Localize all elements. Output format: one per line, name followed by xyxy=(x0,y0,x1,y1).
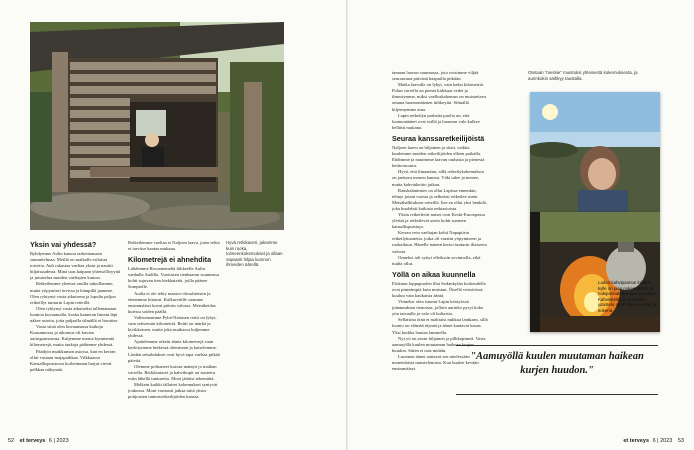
body-paragraph: Sellaisina öinä ei malttaisi nukkua lainkaan, sillä luonto on elämää täynnä ja äänet kantavat kauas. Yksi kuikka huutaa lammella. xyxy=(392,317,488,335)
body-paragraph: Elokuun loppupuolen illat Sodankylän korkeudella ovat pimeämpiä kuin muistan. Öisellä vesistöissä kuuluu vain kaukaisia ääniä. xyxy=(392,280,486,298)
left-column-1 xyxy=(30,240,122,436)
body-paragraph: Vasta siinä olen kuvaamassa kaihoja Kuusamossa ja aikomus oli kuvata auringonnousua. Kuljemme monia kymmeniä kilometrejä, mutta taukoja pidämme yhdessä. xyxy=(30,324,115,348)
body-paragraph: Melkein kaikki tällaiset kokemukset syntyvät joukossa. Moni varmasti jatkaa niitä yksin pohjoisten tunturiretkeilijöiden kanssa. xyxy=(128,381,218,400)
selfie-photo xyxy=(530,92,660,212)
section-heading: Yöllä on aikaa kuunnella xyxy=(392,269,476,279)
body-paragraph: tamaan laavun suunnassa, jota voisimme viljää seuraavana päivänä haapuilla pitkään. xyxy=(392,70,479,82)
body-paragraph: Audia ei ole tehty maasto-olosuhteisiin ja etenemme hitaasti. Kulkureitille saamme ensimmäiset kuvat päivän valossa. Metsäkeidas kuivuu soiden päällä. xyxy=(128,290,216,314)
body-paragraph: Olen ryhtynyt vasta aikuiseksi tallentamaan luontoa kuvaamalla, koska kameran linssin läpi näkee asioita, joita paljaalla silmällä ei havaitse. xyxy=(30,305,119,324)
photo-caption: Hyvä retkikaveri, jakamme kuin ruoka, toimeenkokemukset ja ollaan vapaasti hiljaa luonnon ihmeiden äärellä. xyxy=(226,240,283,268)
body-paragraph: Lapin retkeilyn parhaita puolia on, että luonnonäänet ovat esillä ja luonnon valo kulkee hellästi mukana. xyxy=(392,112,480,130)
left-column-2 xyxy=(128,240,220,436)
body-paragraph: Valitsemamme Pyhä-Nattasen reitti on lyhyt, vain seitsemän kilometriä. Reitti on märkä ja kivikkoinen, mutta joka mutkassa kuljemme yhdessä. xyxy=(128,314,217,339)
body-paragraph: Hyvä, että ilmaantuu, sillä retkeilykokemuksia on jaettava monen kanssa. Väki tulee ja menee, mutta kahvinkeitto jatkuu. xyxy=(392,169,484,187)
body-paragraph: Ryhdymme Aulin kanssa tarkentamaan suunnitelmaa. Meillä on matkalle erilaisia toiveita. Auli rakastaa vaeltaa yksin ja nauttii hiljaisuudesta. Minä taas kaipaan yhteisöllisyyttä ja jutustelua muiden vaeltajien kanssa. xyxy=(30,251,121,281)
body-paragraph: Ajattelemme oikein ahnia kilometrejä vaan keskityimme hetkessä olemiseen ja katselemme. Lindän seisahdukset ovat hyvä tapa vaeltaa pitkää päivää. xyxy=(128,339,220,363)
page-number: 53 xyxy=(677,438,684,444)
body-paragraph: Olemme polttaneet kuivaa mäntyä jo matkan varrella. Retkilautaset ja kahvikupit on nostettu esiin lähellä tuntureita. Moni jättäisi tekemättä. xyxy=(128,363,217,381)
campfire-photo xyxy=(530,212,660,332)
page-gutter xyxy=(346,0,348,450)
body-paragraph: Retkeilemme vaeltaa ei Naljoen laavu, joten teltta ei tarvitse kantaa mukana. xyxy=(128,240,220,252)
body-paragraph: Viimeksi olen istunut Lapin kesäyössä juhannuksen tienoissa, jolloin aurinko pysyi koko yön taivaalla ja valo oli kultaista. xyxy=(392,299,484,317)
pull-quote: "Aamuyöllä kuulen muutaman haikean kurjen huudon." xyxy=(456,345,658,395)
issue-number: 6 | 2023 xyxy=(48,438,69,444)
photo-caption: Otetaan "meitsie" muistoksi yhteisestä kokemuksesta, ja aurinkokin säihkyy taustalla. xyxy=(528,70,638,81)
body-paragraph: Luonnon äänet auttavat sen mielessään monenlaista muistelemista. Kuu kuulee kevään ensimmäiset. xyxy=(392,353,479,372)
issue-number: 6 | 2023 xyxy=(652,438,673,444)
section-heading: Seuraa kanssaretkeilijöistä xyxy=(392,133,485,143)
body-paragraph: Yksin retkeilevät naiset ovat Keski-Euroopassa yleisiä ja retkeilevät usein kohti suomen kansallispuistoja. xyxy=(392,211,486,230)
photo-caption: Luden kahvipannun kiiltävä kylki on pian nokeentunut, ja nokipannukahvi saa aromiksa. Kahvinkeitto ja nuotiolla jutustelu ovat retken suolaa ja sokeria. xyxy=(598,280,658,313)
body-paragraph: Päädyin muikkuman asiossa, kun en kerran ollut vastaan majapaikkaa. Vilkkaassa Kansallispuistossa korkeimmat harjut vievät pelkkaa näkymää. xyxy=(30,348,116,372)
body-paragraph: Retkeilemme yleensä omilla tahoillamme, mutta yöpymiset tuvissa ja kämpillä jaamme. Olen ryhtynyt vasta aikuisena ja lopulta paljon retkeillyt tunturin Lapin reiteillä. xyxy=(30,281,116,305)
body-paragraph: Matka laavulle on lyhyt, vain kaksi kilometriä. Polun varrella on pienet kirkkaat vedet ja ilmestymme, miksi vaelluskokemus on muistettava omana luonnonäänten tiilikeyttä. Silmällä hiljennymme aina. xyxy=(392,82,487,112)
body-paragraph: Naljoen laavu on hiljainen ja siisti, vaikka kuulemme muiden retkeilijöiden olleen paikalla. Ehdimme ja nautimme laavun rauhasta ja pienestä keittoruoasta. xyxy=(392,144,485,169)
magazine-brand: et terveys xyxy=(19,438,46,444)
section-heading: Yksin vai yhdessä? xyxy=(30,240,97,249)
section-heading: Kilometrejä ei ahnehdita xyxy=(128,255,212,265)
body-paragraph: Onneksi tuli syttyi olleiksiin sovinnolla, eikä tuulta ollut. xyxy=(392,254,481,266)
body-paragraph: Kerran vein vaeltajan kohti Napapiirin retkeilyhuoneita, jotka oli varattu yöpymiseen ja ruokailuun. Hänelle nainen kertoi tunturin iltaisesta valosta. xyxy=(392,230,487,254)
hut-photo xyxy=(30,22,284,230)
page-number: 52 xyxy=(8,438,15,444)
body-paragraph: Nyt yö on aivan hiljainen ja pilkkopimeä. Vasta aamuyöllä kuulen muutaman haikean kurjen huudon. Sitten ei taas mitään. xyxy=(392,335,486,353)
body-paragraph: Lähdemme Rovaniemeltä liikkeelle Aulin vanhalla Audilla. Vuotuisen tienhaaran suunnassa kohti sujuvan tien hiekkateitä, joilla pääsee Sompiolle. xyxy=(128,266,220,290)
magazine-brand: et terveys xyxy=(623,438,650,444)
right-footer xyxy=(623,438,684,444)
left-footer xyxy=(8,438,69,444)
body-paragraph: Rauskalanimies on ollut Lapissa ennenkin, tehnyt jotain vuosia ja selkeästi retkeilee usein Metsähallituksen reiteillä. Itse en ollut yksi henkilö, joka huolehtii kaikista retkiasioista. xyxy=(392,187,488,211)
